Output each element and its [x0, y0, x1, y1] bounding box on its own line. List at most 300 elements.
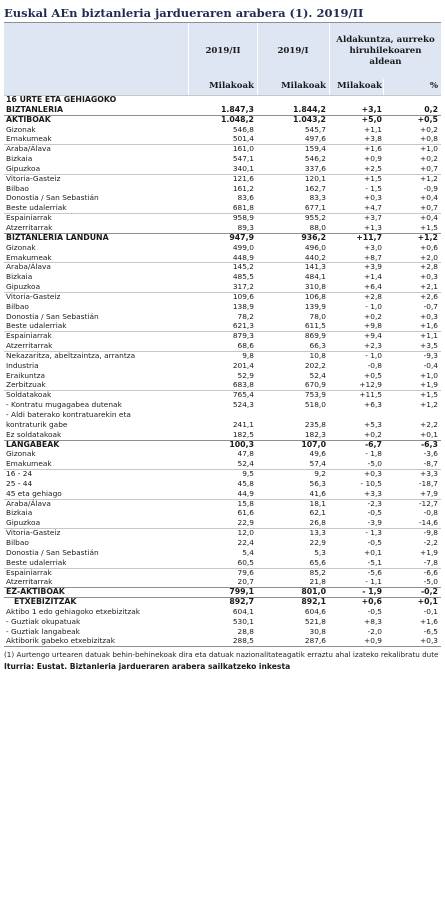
cell-value: -0,2	[420, 587, 438, 597]
footnote: (1) Aurtengo urtearen datuak behin-behinekoak dira eta datuak nazionalitateagatik erraztu ahal izateko rekalibratu dute	[4, 650, 439, 660]
cell-value: -0,4	[423, 360, 438, 370]
cell-value: - 10,5	[360, 478, 382, 488]
cell-value: 12,0	[237, 528, 254, 538]
cell-value: +1,3	[364, 222, 382, 232]
cell-value: 670,9	[304, 380, 326, 390]
row-label: 25 - 44	[6, 478, 33, 488]
divider	[329, 23, 330, 79]
cell-value: -6,6	[423, 567, 438, 577]
cell-value: +1,9	[420, 380, 438, 390]
cell-value: 287,6	[304, 636, 326, 646]
cell-value: -0,8	[423, 508, 438, 518]
cell-value: 1.844,2	[292, 104, 326, 114]
cell-value: 15,8	[237, 498, 254, 508]
row-label: Gizonak	[6, 242, 36, 252]
cell-value: 52,4	[309, 370, 326, 380]
cell-value: 604,1	[232, 606, 254, 616]
divider	[329, 79, 330, 95]
cell-value: 109,6	[232, 291, 254, 301]
cell-value: 546,2	[304, 154, 326, 164]
cell-value: - 1,5	[365, 183, 382, 193]
divider	[257, 23, 258, 79]
cell-value: 121,6	[232, 173, 254, 183]
table-row	[4, 262, 441, 272]
cell-value: 1.847,3	[220, 104, 254, 114]
cell-value: 138,9	[232, 301, 254, 311]
cell-value: +1,2	[420, 400, 438, 410]
cell-value: +1,6	[364, 144, 382, 154]
cell-value: 107,0	[301, 439, 326, 449]
cell-value: 57,4	[309, 459, 326, 469]
table-row	[4, 253, 441, 263]
cell-value: +1,6	[420, 321, 438, 331]
cell-value: 310,8	[304, 282, 326, 292]
cell-value: +0,4	[420, 213, 438, 223]
cell-value: +1,5	[364, 173, 382, 183]
table-row	[4, 390, 441, 400]
cell-value: 62,1	[309, 508, 326, 518]
cell-value: 546,8	[232, 124, 254, 134]
cell-value: +0,5	[417, 114, 438, 124]
table-row	[4, 449, 441, 459]
cell-value: -5,6	[367, 567, 382, 577]
cell-value: +0,1	[420, 429, 438, 439]
row-label: BIZTANLERIA	[6, 104, 64, 114]
unit-c4: %	[429, 81, 438, 91]
row-label: Espainiarrak	[6, 567, 52, 577]
cell-value: 20,7	[237, 577, 254, 587]
cell-value: 106,8	[304, 291, 326, 301]
cell-value: 496,0	[304, 242, 326, 252]
cell-value: -6,7	[364, 439, 382, 449]
cell-value: +3,0	[364, 242, 382, 252]
cell-value: 936,2	[301, 232, 326, 242]
cell-value: +1,6	[420, 616, 438, 626]
table-row	[4, 518, 441, 528]
cell-value: 235,8	[304, 419, 326, 429]
cell-value: 1.043,2	[292, 114, 326, 124]
row-label: - Aldi baterako kontratuarekin eta	[6, 410, 131, 419]
cell-value: 801,0	[301, 587, 326, 597]
table-row	[4, 627, 441, 637]
table-row	[4, 115, 441, 125]
cell-value: +1,1	[364, 124, 382, 134]
cell-value: -0,5	[367, 537, 382, 547]
row-label: - Guztiak langabeak	[6, 626, 80, 636]
row-label: Zerbitzuak	[6, 380, 46, 390]
table-row	[4, 636, 441, 646]
table-row	[4, 154, 441, 164]
cell-value: 485,5	[232, 272, 254, 282]
activity-table	[4, 22, 441, 647]
cell-value: 182,5	[232, 429, 254, 439]
cell-value: +9,8	[364, 321, 382, 331]
table-row	[4, 440, 441, 450]
cell-value: 139,9	[304, 301, 326, 311]
cell-value: 621,3	[232, 321, 254, 331]
cell-value: 611,5	[304, 321, 326, 331]
cell-value: 765,4	[232, 390, 254, 400]
cell-value: +0,2	[420, 154, 438, 164]
cell-value: 501,4	[232, 134, 254, 144]
cell-value: 83,6	[237, 193, 254, 203]
cell-value: -5,0	[367, 459, 382, 469]
table-row	[4, 223, 441, 233]
cell-value: 799,1	[229, 587, 254, 597]
cell-value: 879,3	[232, 331, 254, 341]
cell-value: 869,9	[304, 331, 326, 341]
cell-value: 9,8	[242, 350, 254, 360]
cell-value: +1,1	[420, 331, 438, 341]
cell-value: -12,7	[418, 498, 438, 508]
cell-value: 13,3	[309, 528, 326, 538]
row-label: Atzerritarrak	[6, 577, 53, 587]
cell-value: +7,9	[420, 488, 438, 498]
cell-value: +5,3	[364, 419, 382, 429]
cell-value: 162,7	[304, 183, 326, 193]
table-row	[4, 499, 441, 509]
cell-value: 448,9	[232, 252, 254, 262]
cell-value: 604,6	[304, 606, 326, 616]
table-row	[4, 203, 441, 213]
cell-value: 30,8	[309, 626, 326, 636]
cell-value: +0,1	[364, 547, 382, 557]
cell-value: +2,3	[364, 341, 382, 351]
cell-value: 1.048,2	[220, 114, 254, 124]
cell-value: 892,7	[229, 597, 254, 607]
table-row	[4, 184, 441, 194]
cell-value: 484,1	[304, 272, 326, 282]
cell-value: 524,3	[232, 400, 254, 410]
divider	[188, 79, 189, 95]
cell-value: 145,2	[232, 262, 254, 272]
cell-value: +0,7	[420, 163, 438, 173]
row-label: Emakumeak	[6, 134, 52, 144]
unit-c3: Milakoak	[337, 81, 382, 91]
table-row	[4, 380, 441, 390]
source-line: Iturria: Eustat. Biztanleria jardueraren arabera sailkatzeko inkesta	[4, 661, 291, 671]
table-row	[4, 174, 441, 184]
cell-value: 47,8	[237, 449, 254, 459]
table-row	[4, 361, 441, 371]
cell-value: 958,9	[232, 213, 254, 223]
cell-value: 0,2	[424, 104, 438, 114]
cell-value: +2,8	[364, 291, 382, 301]
cell-value: -2,3	[367, 498, 382, 508]
cell-value: 44,9	[237, 488, 254, 498]
cell-value: 52,4	[237, 459, 254, 469]
cell-value: -14,6	[418, 518, 438, 528]
cell-value: +2,1	[420, 282, 438, 292]
cell-value: 26,8	[309, 518, 326, 528]
table-row	[4, 479, 441, 489]
cell-value: 120,1	[304, 173, 326, 183]
cell-value: 78,0	[309, 311, 326, 321]
row-label: Ez soldatakoak	[6, 429, 62, 439]
cell-value: +2,0	[420, 252, 438, 262]
cell-value: +3,7	[364, 213, 382, 223]
row-label: Atzerritarrak	[6, 222, 53, 232]
cell-value: 201,4	[232, 360, 254, 370]
row-label: Araba/Álava	[6, 498, 51, 508]
cell-value: 61,6	[237, 508, 254, 518]
cell-value: 41,6	[309, 488, 326, 498]
cell-value: 202,2	[304, 360, 326, 370]
cell-value: 161,0	[232, 144, 254, 154]
table-row	[4, 105, 441, 115]
row-label: Donostia / San Sebastián	[6, 547, 99, 557]
cell-value: 499,0	[232, 242, 254, 252]
cell-value: 518,0	[304, 400, 326, 410]
cell-value: +3,1	[361, 104, 382, 114]
cell-value: +12,9	[359, 380, 382, 390]
cell-value: +0,9	[364, 154, 382, 164]
row-label: - Kontratu mugagabea dutenak	[6, 400, 122, 410]
cell-value: -0,9	[423, 183, 438, 193]
cell-value: 530,1	[232, 616, 254, 626]
cell-value: 159,4	[304, 144, 326, 154]
cell-value: +3,3	[420, 469, 438, 479]
units-row	[4, 79, 441, 95]
table-row	[4, 213, 441, 223]
cell-value: +2,5	[364, 163, 382, 173]
cell-value: +0,1	[417, 597, 438, 607]
row-label: Donostia / San Sebastián	[6, 311, 99, 321]
cell-value: +11,5	[359, 390, 382, 400]
cell-value: 100,3	[229, 439, 254, 449]
row-label: Bizkaia	[6, 508, 33, 518]
cell-value: +3,9	[364, 262, 382, 272]
cell-value: - 1,9	[362, 587, 382, 597]
cell-value: +0,8	[420, 134, 438, 144]
cell-value: +8,7	[364, 252, 382, 262]
cell-value: +0,3	[420, 636, 438, 646]
row-label: Beste udalerriak	[6, 321, 67, 331]
divider	[188, 23, 189, 79]
cell-value: 10,8	[309, 350, 326, 360]
cell-value: - 1,1	[365, 577, 382, 587]
row-label: Araba/Álava	[6, 144, 51, 154]
cell-value: +11,7	[356, 232, 382, 242]
cell-value: 52,9	[237, 370, 254, 380]
cell-value: +5,0	[361, 114, 382, 124]
cell-value: +1,0	[420, 144, 438, 154]
cell-value: +8,3	[364, 616, 382, 626]
cell-value: 45,8	[237, 478, 254, 488]
table-row	[4, 272, 441, 282]
row-label: Gipuzkoa	[6, 163, 41, 173]
row-label: LANGABEAK	[6, 439, 60, 449]
cell-value: 955,2	[304, 213, 326, 223]
unit-c1: Milakoak	[209, 81, 254, 91]
cell-value: 49,6	[309, 449, 326, 459]
cell-value: 9,2	[314, 469, 326, 479]
cell-value: 65,6	[309, 557, 326, 567]
cell-value: +2,8	[420, 262, 438, 272]
cell-value: 83,3	[309, 193, 326, 203]
table-row	[4, 243, 441, 253]
cell-value: 683,8	[232, 380, 254, 390]
table-row	[4, 400, 441, 410]
table-row	[4, 568, 441, 578]
table-row	[4, 95, 441, 105]
table-row	[4, 321, 441, 331]
cell-value: +1,0	[420, 370, 438, 380]
cell-value: 79,6	[237, 567, 254, 577]
cell-value: 547,1	[232, 154, 254, 164]
divider	[383, 79, 384, 95]
cell-value: 21,8	[309, 577, 326, 587]
cell-value: - 1,8	[365, 449, 382, 459]
row-label: Vitoria-Gasteiz	[6, 528, 61, 538]
cell-value: 66,3	[309, 341, 326, 351]
row-label: Aktibo 1 edo gehiagoko etxebizitzak	[6, 606, 141, 616]
cell-value: 18,1	[309, 498, 326, 508]
cell-value: +1,5	[420, 222, 438, 232]
table-row	[4, 341, 441, 351]
cell-value: 241,1	[232, 419, 254, 429]
cell-value: -0,5	[367, 606, 382, 616]
cell-value: +0,2	[364, 311, 382, 321]
table-row	[4, 558, 441, 568]
cell-value: - 1,3	[365, 528, 382, 538]
cell-value: 521,8	[304, 616, 326, 626]
row-label: Bilbao	[6, 537, 29, 547]
cell-value: 317,2	[232, 282, 254, 292]
cell-value: 5,3	[314, 547, 326, 557]
table-row	[4, 144, 441, 154]
table-row	[4, 410, 441, 420]
cell-value: 545,7	[304, 124, 326, 134]
cell-value: 60,5	[237, 557, 254, 567]
cell-value: +0,4	[420, 193, 438, 203]
row-label: Vitoria-Gasteiz	[6, 173, 61, 183]
table-row	[4, 351, 441, 361]
cell-value: +0,3	[420, 272, 438, 282]
row-label: Bilbao	[6, 183, 29, 193]
cell-value: 9,5	[242, 469, 254, 479]
cell-value: 22,9	[309, 537, 326, 547]
row-label: Bizkaia	[6, 272, 33, 282]
cell-value: +0,3	[364, 469, 382, 479]
cell-value: 681,8	[232, 203, 254, 213]
cell-value: 182,3	[304, 429, 326, 439]
cell-value: +9,4	[364, 331, 382, 341]
cell-value: -8,7	[423, 459, 438, 469]
cell-value: 677,1	[304, 203, 326, 213]
cell-value: 22,9	[237, 518, 254, 528]
divider	[257, 79, 258, 95]
cell-value: +4,7	[364, 203, 382, 213]
cell-value: -0,8	[367, 360, 382, 370]
table-row	[4, 371, 441, 381]
table-row	[4, 508, 441, 518]
table-row	[4, 312, 441, 322]
cell-value: +3,8	[364, 134, 382, 144]
cell-value: 85,2	[309, 567, 326, 577]
cell-value: -6,5	[423, 626, 438, 636]
cell-value: 141,3	[304, 262, 326, 272]
row-label: Soldatakoak	[6, 390, 52, 400]
cell-value: 340,1	[232, 163, 254, 173]
row-label: Espainiarrak	[6, 331, 52, 341]
table-row	[4, 587, 441, 597]
cell-value: -3,6	[423, 449, 438, 459]
cell-value: +2,6	[420, 291, 438, 301]
row-label: Bizkaia	[6, 154, 33, 164]
table-row	[4, 292, 441, 302]
row-label: Beste udalerriak	[6, 203, 67, 213]
cell-value: +6,4	[364, 282, 382, 292]
cell-value: -3,9	[367, 518, 382, 528]
cell-value: -5,0	[423, 577, 438, 587]
table-row	[4, 164, 441, 174]
cell-value: +3,5	[420, 341, 438, 351]
cell-value: -18,7	[418, 478, 438, 488]
cell-value: 5,4	[242, 547, 254, 557]
row-label: Espainiarrak	[6, 213, 52, 223]
table-row	[4, 538, 441, 548]
cell-value: -9,8	[423, 528, 438, 538]
cell-value: 892,1	[301, 597, 326, 607]
cell-value: +0,9	[364, 636, 382, 646]
row-label: Araba/Álava	[6, 262, 51, 272]
cell-value: 89,3	[237, 222, 254, 232]
cell-value: 161,2	[232, 183, 254, 193]
table-row	[4, 302, 441, 312]
table-header	[4, 23, 441, 79]
row-label: Eraikuntza	[6, 370, 46, 380]
table-row	[4, 331, 441, 341]
row-label: Emakumeak	[6, 252, 52, 262]
row-label: AKTIBOAK	[6, 114, 51, 124]
cell-value: +0,7	[420, 203, 438, 213]
cell-value: 440,2	[304, 252, 326, 262]
cell-value: +1,2	[417, 232, 438, 242]
row-label: kontraturik gabe	[6, 419, 68, 429]
table-row	[4, 469, 441, 479]
row-label: Gizonak	[6, 449, 36, 459]
cell-value: 22,4	[237, 537, 254, 547]
table-row	[4, 459, 441, 469]
cell-value: 753,9	[304, 390, 326, 400]
row-label: EZ-AKTIBOAK	[6, 587, 65, 597]
cell-value: 78,2	[237, 311, 254, 321]
cell-value: +0,2	[364, 429, 382, 439]
table-row	[4, 617, 441, 627]
table-row	[4, 577, 441, 587]
cell-value: 68,6	[237, 341, 254, 351]
cell-value: -0,1	[423, 606, 438, 616]
table-row	[4, 282, 441, 292]
table-row	[4, 430, 441, 440]
cell-value: - 1,0	[365, 301, 382, 311]
cell-value: +1,5	[420, 390, 438, 400]
cell-value: +2,2	[420, 419, 438, 429]
cell-value: 288,5	[232, 636, 254, 646]
unit-c2: Milakoak	[281, 81, 326, 91]
cell-value: +0,6	[420, 242, 438, 252]
cell-value: -5,1	[367, 557, 382, 567]
cell-value: +0,5	[364, 370, 382, 380]
cell-value: -7,8	[423, 557, 438, 567]
cell-value: +0,3	[364, 193, 382, 203]
cell-value: 56,3	[309, 478, 326, 488]
cell-value: +0,6	[361, 597, 382, 607]
row-label: - Guztiak okupatuak	[6, 616, 81, 626]
row-label: Gipuzkoa	[6, 282, 41, 292]
col-header-2019-i: 2019/I	[277, 46, 309, 56]
